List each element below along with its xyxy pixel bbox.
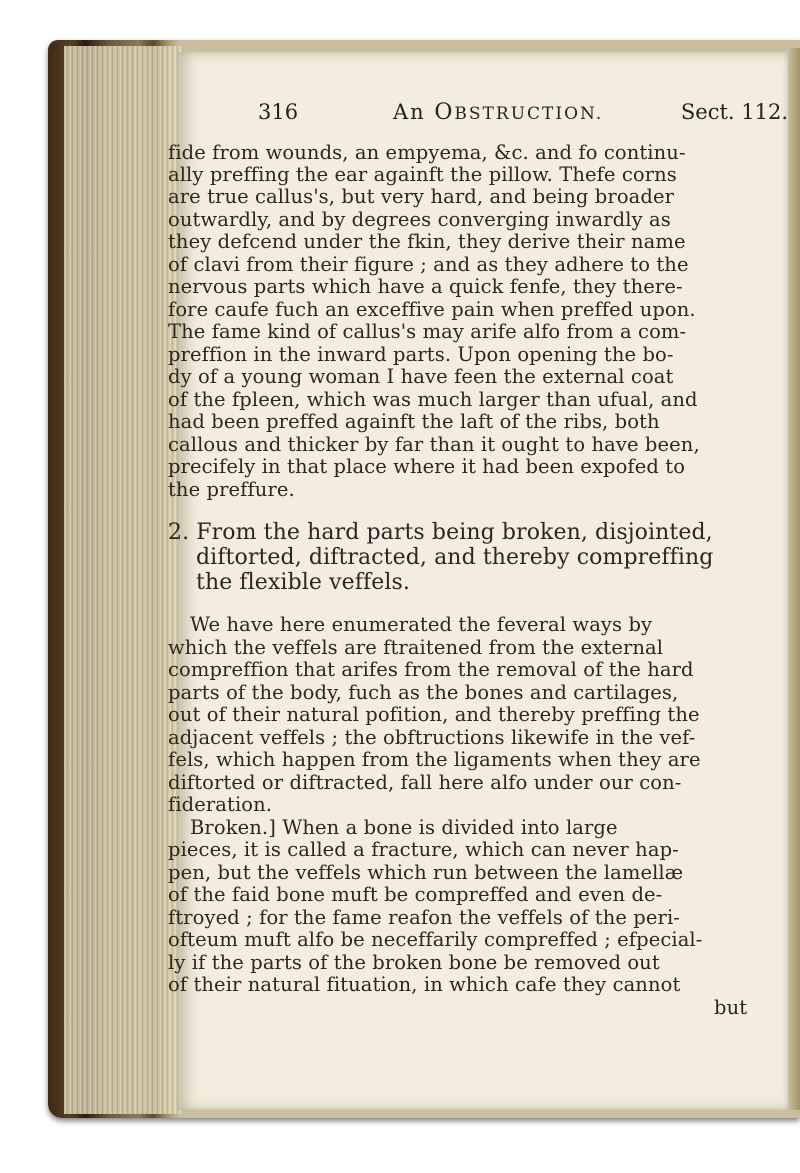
text-line: fide from wounds, an empyema, &c. and fo continu- [168,141,686,164]
text-line: preffion in the inward parts. Upon opening the bo- [168,343,674,366]
text-line: The fame kind of callus's may arife alfo from a com- [168,320,687,343]
text-line: fore caufe fuch an exceffive pain when preffed upon. [168,298,696,321]
text-line: diftorted or diftracted, fall here alfo under our con- [168,771,682,794]
text-line: of their natural fituation, in which cafe they cannot [168,973,681,996]
running-title [393,100,603,125]
text-line: had been preffed againft the laft of the ribs, both [168,410,660,433]
text-line: the preffure. [168,478,295,501]
text-line: fideration. [168,793,273,816]
running-header [258,100,798,130]
text-line: out of their natural pofition, and thereby preffing the [168,703,700,726]
text-line: We have here enumerated the feveral ways by [190,613,653,636]
text-line: outwardly, and by degrees converging inwardly as [168,208,671,231]
page-edges [64,46,182,1114]
text-line: pen, but the veffels which run between the lamellæ [168,861,684,884]
running-title-cap: O [434,100,455,125]
right-page-edge [786,48,800,1110]
text-line: are true callus's, but very hard, and being broader [168,185,675,208]
text-line: dy of a young woman I have feen the external coat [168,365,674,388]
text-line: ftroyed ; for the fame reafon the veffels of the peri- [168,906,680,929]
text-line: fels, which happen from the ligaments when they are [168,748,701,771]
running-title-rest: BSTRUCTION. [454,104,604,124]
text-line: precifely in that place where it had been expofed to [168,455,686,478]
text-line: which the veffels are ftraitened from the external [168,636,664,659]
text-line: ally preffing the ear againft the pillow. Thefe corns [168,163,677,186]
catchword: but [714,996,748,1019]
text-line: callous and thicker by far than it ought to have been, [168,433,700,456]
page-number: 316 [258,100,299,124]
subheading-line: the flexible veffels. [196,570,410,595]
text-line: parts of the body, fuch as the bones and cartilages, [168,681,679,704]
text-line: ofteum muft alfo be neceffarily compreffed ; efpecial- [168,928,703,951]
subheading-line: diftorted, diftracted, and thereby compreffing [196,545,714,570]
text-line: nervous parts which have a quick fenfe, they there- [168,275,683,298]
text-line: ly if the parts of the broken bone be removed out [168,951,660,974]
text-line: of the faid bone muft be compreffed and even de- [168,883,663,906]
text-line: of the fpleen, which was much larger than ufual, and [168,388,698,411]
subheading-line: 2. From the hard parts being broken, disjointed, [168,520,713,545]
text-line: Broken.] When a bone is divided into large [190,816,618,839]
text-line: compreffion that arifes from the removal of the hard [168,658,694,681]
text-line: of clavi from their figure ; and as they adhere to the [168,253,689,276]
text-line: they defcend under the fkin, they derive their name [168,230,686,253]
section-number: Sect. 112. [680,100,788,124]
text-line: pieces, it is called a fracture, which can never hap- [168,838,679,861]
text-line: adjacent veffels ; the obftructions likewife in the vef- [168,726,696,749]
running-title-prefix: An [393,100,435,124]
